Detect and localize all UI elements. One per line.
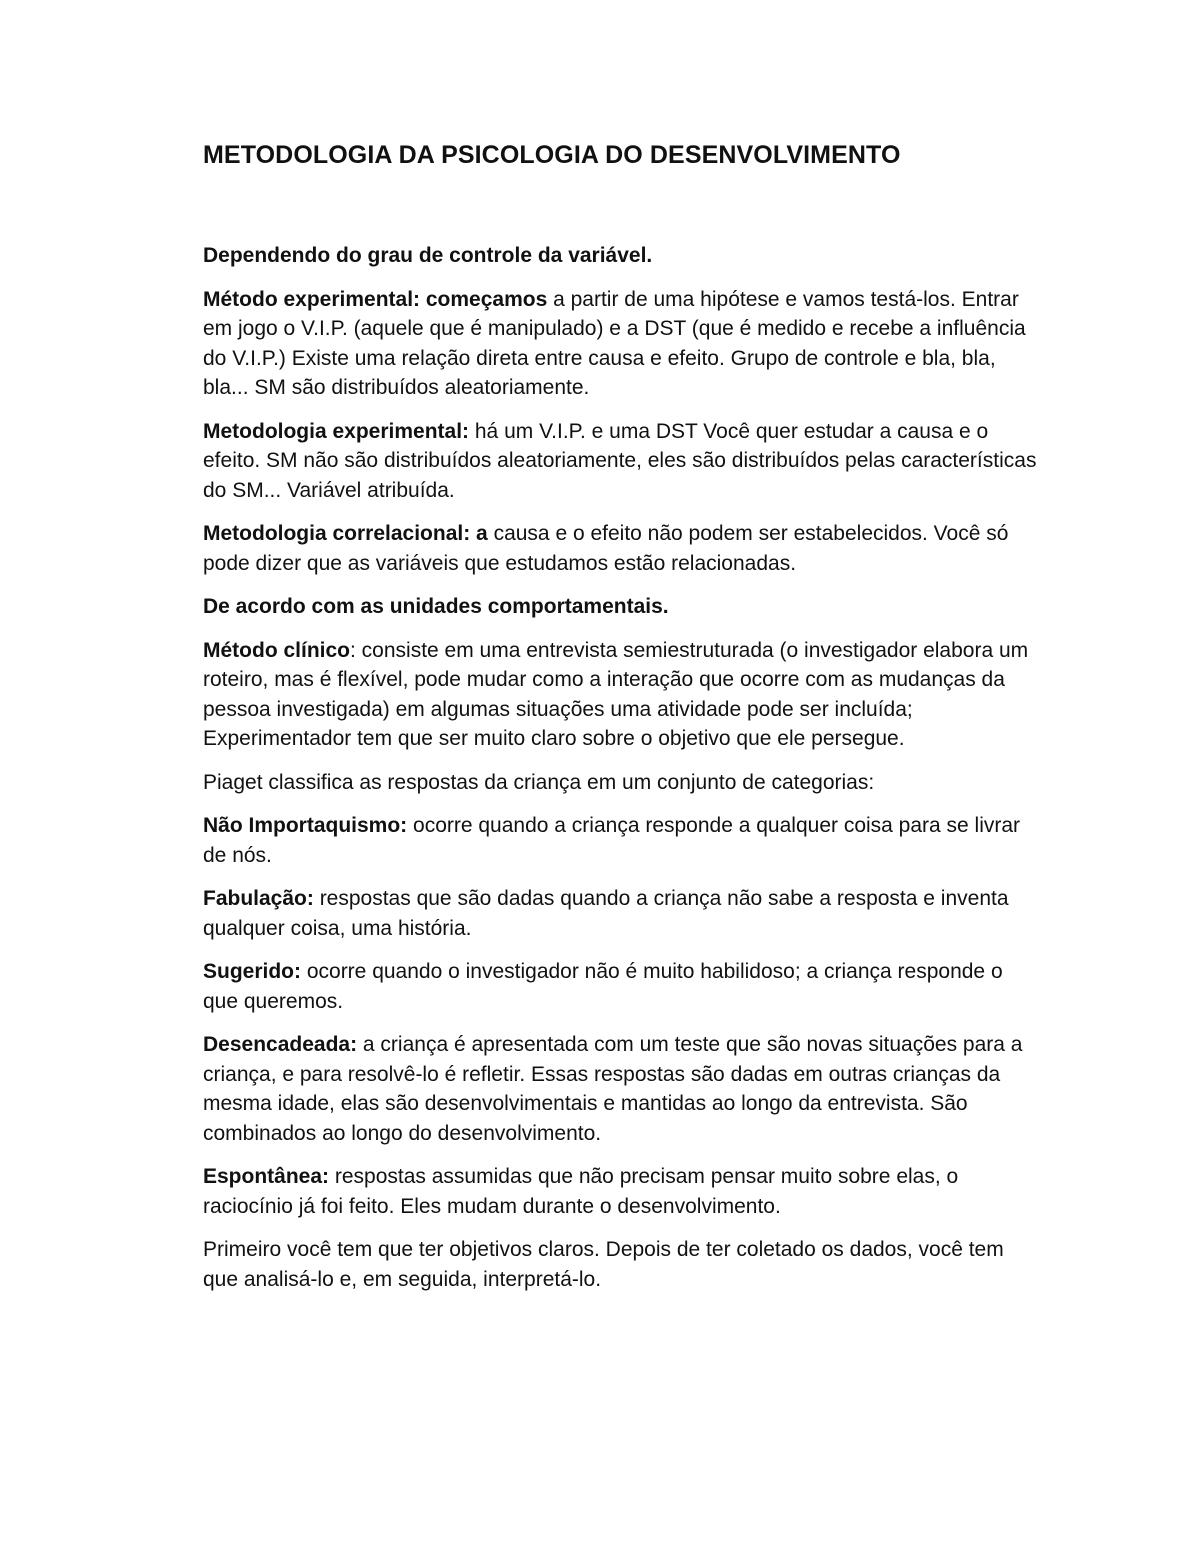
term-label: Desencadeada:	[203, 1033, 358, 1056]
paragraph-text: respostas que são dadas quando a criança não sabe a resposta e inventa qualquer coisa, uma história.	[203, 887, 1009, 940]
section-heading-controle	[203, 241, 1043, 271]
paragraph-text: : consiste em uma entrevista semiestruturada (o investigador elabora um roteiro, mas é flexível, pode mudar como a interação que ocorre com as mudanças da pessoa investigada) em algumas situações uma atividade pode ser incluída; Experimentador tem que ser muito claro sobre o objetivo que ele persegue.	[203, 638, 1029, 750]
paragraph-text: há um V.I.P. e uma DST Você quer estudar a causa e o efeito. SM não são distribuídos aleatoriamente, eles são distribuídos pelas características do SM... Variável atribuída.	[203, 419, 1037, 502]
paragraph-metodologia-experimental	[203, 417, 1043, 506]
paragraph-text: respostas assumidas que não precisam pensar muito sobre elas, o raciocínio já foi feito. Eles mudam durante o desenvolvimento.	[203, 1165, 959, 1218]
paragraph-nao-importaquismo	[203, 811, 1043, 870]
term-label: Não Importaquismo:	[203, 814, 408, 837]
paragraph-espontanea	[203, 1162, 1043, 1221]
paragraph-metodo-experimental	[203, 285, 1043, 403]
term-label: Espontânea:	[203, 1165, 330, 1188]
paragraph-desencadeada	[203, 1030, 1043, 1148]
term-label: Metodologia correlacional: a	[203, 522, 488, 545]
term-label: Fabulação:	[203, 887, 314, 910]
heading-text: Dependendo do grau de controle da variável.	[203, 244, 653, 267]
term-label: Sugerido:	[203, 960, 301, 983]
paragraph-metodo-clinico	[203, 636, 1043, 754]
heading-text: De acordo com as unidades comportamentais.	[203, 595, 669, 618]
paragraph-text: Primeiro você tem que ter objetivos claros. Depois de ter coletado os dados, você tem que analisá-lo e, em seguida, interpretá-lo.	[203, 1238, 1004, 1291]
paragraph-piaget	[203, 768, 1043, 798]
document-page	[203, 139, 1043, 1308]
paragraph-fabulacao	[203, 884, 1043, 943]
paragraph-text: a partir de uma hipótese e vamos testá-los. Entrar em jogo o V.I.P. (aquele que é manipulado) e a DST (que é medido e recebe a influência do V.I.P.) Existe uma relação direta entre causa e efeito. Grupo de controle e bla, bla, bla... SM são distribuídos aleatoriamente.	[203, 287, 1026, 399]
paragraph-text: causa e o efeito não podem ser estabelecidos. Você só pode dizer que as variáveis que estudamos estão relacionadas.	[203, 522, 1009, 575]
paragraph-conclusao	[203, 1235, 1043, 1294]
term-label: Metodologia experimental:	[203, 419, 470, 443]
document-title: METODOLOGIA DA PSICOLOGIA DO DESENVOLVIMENTO	[203, 141, 901, 169]
paragraph-text: Piaget classifica as respostas da criança em um conjunto de categorias:	[203, 770, 875, 794]
paragraph-text: ocorre quando a criança responde a qualquer coisa para se livrar de nós.	[203, 814, 1021, 867]
section-heading-unidades	[203, 592, 1043, 622]
term-label: Método clínico	[203, 638, 350, 662]
paragraph-metodologia-correlacional	[203, 519, 1043, 578]
paragraph-text: ocorre quando o investigador não é muito habilidoso; a criança responde o que queremos.	[203, 960, 1003, 1013]
paragraph-text: a criança é apresentada com um teste que são novas situações para a criança, e para resolvê-lo é refletir. Essas respostas são dadas em outras crianças da mesma idade, elas são desenvolvimentais e mantidas ao longo da entrevista. São combinados ao longo do desenvolvimento.	[203, 1033, 1023, 1145]
paragraph-sugerido	[203, 957, 1043, 1016]
term-label: Método experimental: começamos	[203, 287, 548, 311]
